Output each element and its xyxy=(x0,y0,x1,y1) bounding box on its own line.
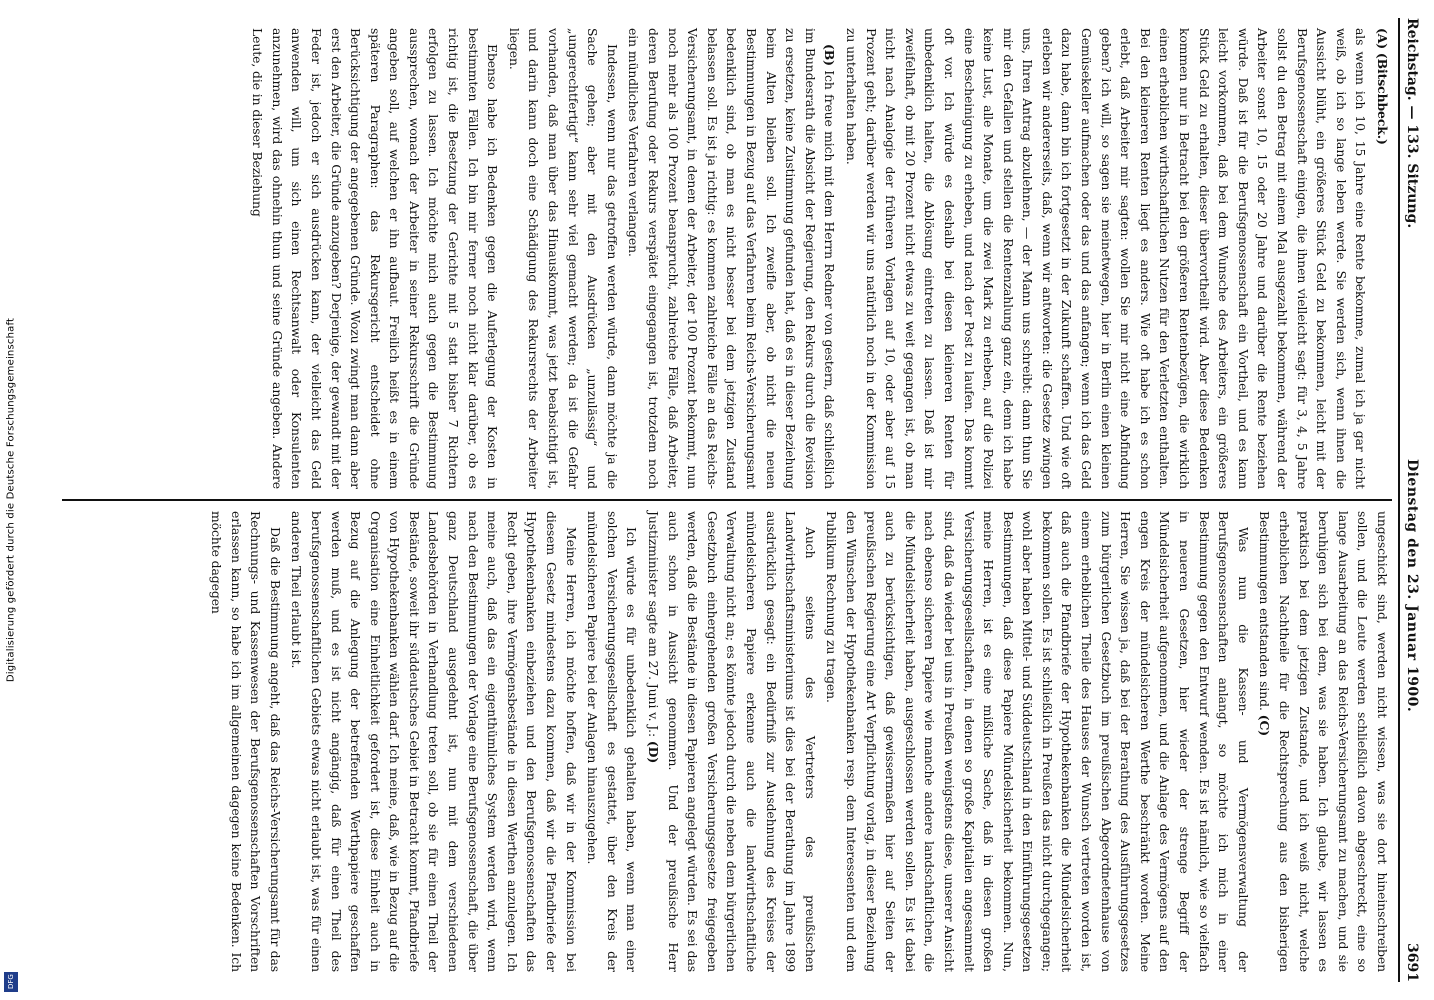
margin-marker-b: (B) xyxy=(822,44,838,66)
right-column xyxy=(62,501,1392,982)
right-paragraph: Meine Herren, ich möchte hoffen, daß wir in der Kommission bei diesem Gesetz mindestens dazu kommen, daß wir die Pfandbriefe der Hypothekenbanken einbeziehen und den Berufsgenossenschaften das Recht geben, ihre Vermögensbestände in diesen Werthen anzulegen. Ich meine auch, daß das ein eigenthümliches System werden wird, wenn nach den Bestimmungen der Vorlage eine Berufsgenossenschaft, die über ganz Deutschland ausgedehnt ist, nun mit dem verschiedenen Landesbehörden in Verhandlung treten soll, ob sie für einen Theil der Bestände, soweit ihr süddeutsches Gebiet in Betracht kommt, Pfandbriefe von Hypothekenbanken wählen darf. Ich meine, daß, wie in Bezug auf die Organisation eine Einheitlichkeit gefordert ist, diese Einheit auch in Bezug auf die Anlegung der betreffenden Werthpapiere geschaffen werden muß, und es ist nicht angängig, daß für einen Theil des berufsgenossenschaftlichen Gebiets etwas nicht erlaubt ist, was für einen anderen Theil erlaubt ist. xyxy=(289,511,579,972)
right-paragraph: Daß die Bestimmung angeht, daß das Reichs-Versicherungsamt für das Rechnungs- und Kassenwesen der Berufsgenossenschaften Vorschriften erlassen kann, so habe ich im allgemeinen dagegen keine Bedenken. Ich möchte dagegen xyxy=(208,511,283,972)
digitization-notice: Digitalisierung gefördert durch die Deutsche Forschungsgemeinschaft xyxy=(5,317,17,683)
newspaper-page xyxy=(24,0,1434,1000)
margin-marker-a: (A) xyxy=(1375,28,1390,50)
margin-marker-d: (D) xyxy=(646,740,662,764)
right-paragraph: ungeschickt sind, werden nicht wissen, was sie dort hineinschreiben sollen, und die Leute werden schließlich davon abgeschreckt, eine so lange Ausarbeitung an das Reichs-Versicherungsamt zu machen, und sie beruhigen sich bei dem, was sie haben. Ich glaube, wir lassen es praktisch bei dem jetzigen Zustande, und ich weiß nicht, welche erheblichen Nachtheile für die Rechtsprechung aus den bisherigen Bestimmungen entstanden sind. (C) xyxy=(1257,511,1390,972)
left-paragraph: (B) Ich freue mich mit dem Herrn Redner von gestern, daß schließlich im Bundesrath die Absicht der Regierung, den Rekurs durch die Revision zu ersetzen, keine Zustimmung gefunden hat, daß es in dieser Beziehung beim Alten bleiben soll. Ich zweifle aber, ob nicht die neuen Bestimmungen in Bezug auf das Verfahren beim Reichs-Versicherungsamt bedenklich sind, ob man es nicht besser bei dem jetzigen Zustand belassen soll. Es ist ja richtig: es kommen zahlreiche Fälle an das Reichs-Versicherungsamt, in denen der Arbeiter, der 100 Prozent bekommt, nun noch mehr als 100 Prozent beansprucht, zahlreiche Fälle, daß Arbeiter, deren Berufung oder Rekurs verspätet eingegangen ist, trotzdem noch ein mündliches Verfahren verlangen. xyxy=(626,28,838,489)
text-columns xyxy=(62,18,1392,982)
left-paragraph: Indessen, wenn nur das getroffen werden würde, dann möchte ja die Sache gehen; aber mit den Ausdrücken „unzulässig“ und „ungerechtfertigt“ kann sehr viel gemacht werden; da ist die Gefahr vorhanden, daß man über das Hinauskommt, was jetzt beabsichtigt ist, und darin kann doch eine Schädigung des Rekursrechts der Arbeiter liegen. xyxy=(506,28,620,489)
header-center: Dienstag den 23. Januar 1900. xyxy=(1404,458,1420,713)
digitization-strip xyxy=(0,0,22,1000)
right-paragraph: Auch seitens des Vertreters des preußischen Landwirthschaftsministeriums ist dies bei der Berathung im Jahre 1899 ausdrücklich gesagt: ein Bedürfniß zur Ausdehnung des Kreises der mündelsicheren Papiere erkenne auch die landwirthschaftliche Verwaltung nicht an; es könnte jedoch durch die neben dem bürgerlichen Gesetzbuch einhergehenden großen Versicherungsgesetze freigegeben werden, daß die Bestände in diesen Papieren angelegt würden. Es sei das auch schon in Aussicht genommen. Und der preußische Herr Justizminister sagte am 27. Juni v. J.: (D) xyxy=(646,511,818,972)
left-column xyxy=(62,18,1392,499)
header-left: Reichstag. — 133. Sitzung. xyxy=(1404,18,1420,229)
right-quote: Ich würde es für unbedenklich gehalten haben, wenn man einer solchen Versicherungsgesellschaft es gestattet, über den Kreis der mündelsicheren Papiere bei der Anlagen hinauszugehen. xyxy=(585,511,640,972)
right-paragraph: Was nun die Kassen- und Vermögensverwaltung der Berufsgenossenschaften anlangt, so möchte ich mich in einer Bestimmung gegen den Entwurf wenden. Es ist nämlich, wie so vielfach in neueren Gesetzen, hier wieder der strenge Begriff der Mündelsicherheit aufgenommen, und die Anlage des Vermögens auf den engen Kreis der mündelsicheren Werthe beschränkt worden. Meine Herren, Sie wissen ja, daß bei der Berathung des Ausführungsgesetzes zum bürgerlichen Gesetzbuch im preußischen Abgeordnetenhause von einem erheblichen Theile des Hauses der Wunsch vertreten worden ist, daß auch die Pfandbriefe der Hypothekenbanken die Mündelsicherheit bekommen sollen. Es ist schließlich in Preußen das nicht durchgegangen; wohl aber haben Mittel- und Süddeutschland in den Einführungsgesetzen Bestimmungen, daß diese Papiere Mündelsicherheit bekommen. Nun, meine Herren, ist es eine mißliche Sache, daß in diesen großen Versicherungsgesellschaften, in denen so große Kapitalien angesammelt sind, daß da wieder bei uns in Preußen wenigstens diese, unserer Ansicht nach ebenso sicheren Papiere wie manche andere landschaftlichen, die die Mündelsicherheit haben, ausgeschlossen werden sollen. Es ist dabei auch zu berücksichtigen, daß gewissermaßen hier auf Seiten der preußischen Regierung eine Art Verpflichtung vorlag, in dieser Beziehung den Wünschen der Hypothekenbanken resp. dem Interessenten und dem Publikum Rechnung zu tragen. xyxy=(824,511,1251,972)
page-number: 3691 xyxy=(1404,943,1420,982)
left-paragraph: als wenn ich 10, 15 Jahre eine Rente bekomme, zumal ich ja gar nicht weiß, ob ich so lange leben werde. Sie werden sich, wenn ihnen die Aussicht blüht, ein größeres Stück Geld zu bekommen, leicht mit der Berufsgenossenschaft einigen, die ihnen vielleicht sagt: für 3, 4, 5 Jahre sollst du den Betrag mit einem Mal ausgezahlt bekommen, während der Arbeiter sonst 10, 15 oder 20 Jahre und darüber die Rente beziehen würde. Daß ist für die Berufsgenossenschaft ein Vortheil, und es kann leicht vorkommen, daß bei dem Wunsche des Arbeiters, ein größeres Stück Geld zu erhalten, dieser übervortheilt wird. Aber diese Bedenken kommen nur in Betracht bei den größeren Rentenbezügen, die wirklich einen erheblichen wirthschaftlichen Nutzen für den Verletzten enthalten. Bei den kleineren Renten liegt es anders. Wie oft habe ich es schon erlebt, daß Arbeiter mir sagten: wollen Sie mir nicht eine Abfindung geben? ich will, so sagen sie meinetwegen, hier in Berlin einen kleinen Gemüsekeller aufmachen oder das und das anfangen; wenn ich das Geld dazu habe, dann bin ich fortgesetzt in der Zukunft schaffen. Und wie oft erleben wir andererseits, daß, wenn wir antworten: die Gesetze zwingen uns, Ihren Antrag abzulehnen, — der Mann uns schreibt: dann thun Sie mir den Gefallen und stellen die Rentenzahlung ganz ein, denn ich habe keine Lust, alle Monate, um die zwei Mark zu erheben, auf die Polizei eine Bescheinigung zu erheben, und nach der Post zu laufen. Das kommt oft vor. Ich würde es deshalb bei diesen kleineren Renten für unbedenklich halten, die Ablösung eintreten zu lassen. Daß ist mir zweifelhaft, ob mit 20 Prozent nicht etwas zu weit gegangen ist, ob man nicht nach Analogie der früheren Vorlagen auf 10, oder aber auf 15 Prozent geht; darüber werden wir uns natürlich noch in der Kommission zu unterhalten haben. xyxy=(843,28,1369,489)
speaker-name: (Bitschbeck.) xyxy=(1375,52,1390,145)
running-head xyxy=(1398,18,1420,982)
margin-marker-c: (C) xyxy=(1257,714,1273,736)
dfg-logo: DFG xyxy=(4,972,18,992)
scanned-page-area xyxy=(24,0,1434,1000)
left-paragraph: Ebenso habe ich Bedenken gegen die Auferlegung der Kosten in bestimmten Fällen. Ich bin mir ferner noch nicht klar darüber, ob es richtig ist, die Besetzung der Gerichte mit 5 statt bisher 7 Richtern erfolgen zu lassen. Ich möchte mich auch gegen die Bestimmung aussprechen, wonach der Arbeiter in seiner Rekursschrift die Gründe angeben soll, auf welchen er ihn aufbaut. Freilich heißt es in einem späteren Paragraphen: das Rekursgericht entscheidet ohne Berücksichtigung der angegebenen Gründe. Wozu zwingt man dann aber erst den Arbeiter, die Gründe anzugeben? Derjenige, der gewandt mit der Feder ist, jedoch er sich ausdrücken kann, der vielleicht das Geld anwenden will, um sich einen Rechtsanwalt oder Konsulenten anzunehmen, wird das ohnehin thun und seine Gründe angeben. Andere Leute, die in dieser Beziehung xyxy=(250,28,501,489)
